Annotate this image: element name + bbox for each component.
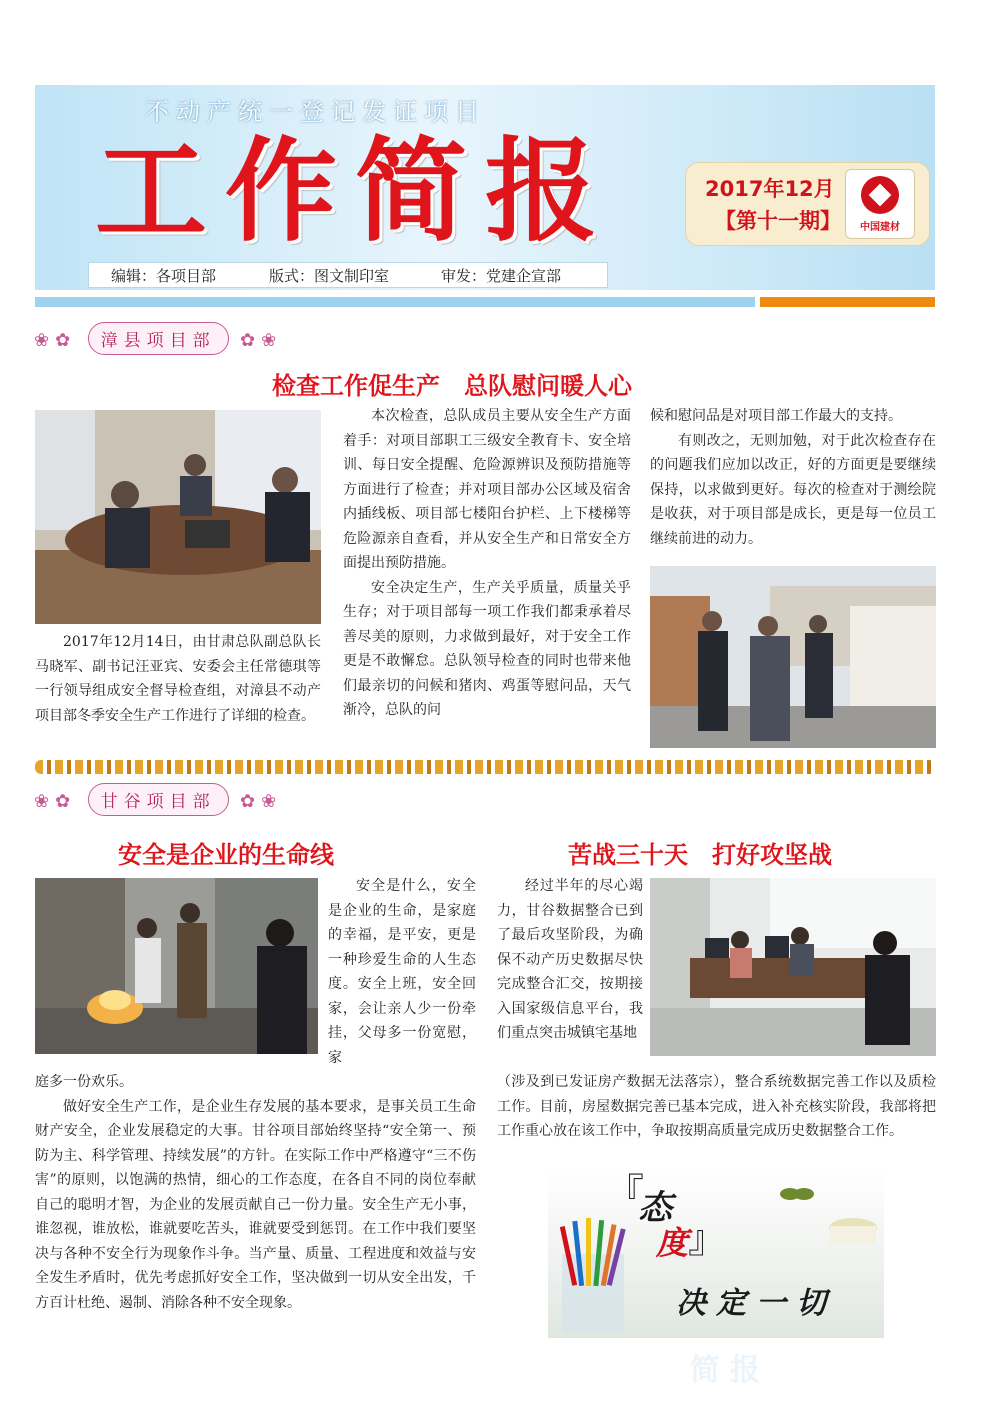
credits-bar bbox=[88, 262, 608, 288]
poster-slogan: 决定一切 bbox=[676, 1286, 836, 1321]
layout-credit: 版式：图文制印室 bbox=[269, 267, 390, 285]
butterfly-icon bbox=[780, 1188, 814, 1200]
flourish-right-icon: ✿❀ bbox=[239, 791, 283, 812]
poster-word-attitude-2: 度 bbox=[656, 1224, 689, 1262]
header-rule-orange bbox=[760, 297, 935, 307]
article-headline-battle: 苦战三十天 打好攻坚战 bbox=[568, 841, 832, 869]
review-credit: 审发：党建企宣部 bbox=[441, 267, 562, 285]
safety-intro-column: 安全是什么，安全是企业的生命，是家庭的幸福，是平安，更是一种珍爱生命的人生态度。安全上班，安全回家，会让亲人少一份牵挂，父母多一份宽慰，家 bbox=[328, 878, 476, 1066]
header-rule-blue bbox=[35, 297, 755, 307]
section1-column3: 候和慰问品是对项目部工作最大的支持。 有则改之，无则加勉，对于此次检查存在的问题我们应加以改正，好的方面更是要继续保持，以求做到更好。每次的检查对于测绘院是收获，对于项目部是成长，更是每一位员工继续前进的动力。 bbox=[650, 408, 936, 547]
editor-credit: 编辑：各项目部 bbox=[111, 267, 217, 285]
photo-inspection-meeting bbox=[35, 410, 321, 624]
section1-column1: 2017年12月14日，由甘肃总队副总队长马晓军、副书记汪亚宾、安委会主任常德琪等一行领导组成安全督导检查组，对漳县不动产项目部冬季安全生产工作进行了详细的检查。 bbox=[35, 634, 321, 724]
safety-body-column: 庭多一份欢乐。 做好安全生产工作，是企业生存发展的基本要求，是事关员工生命财产安全，企业发展稳定的大事。甘谷项目部始终坚持“安全第一、预防为主、科学管理、持续发展”的方针。在实际工作中严格遵守“三不伤害”的原则，以饱满的热情，细心的工作态度，在各自不同的岗位奉献自己的聪明才智，为企业的发展贡献自己一份力量。安全生产无小事，谁忽视，谁放松，谁就要吃苦头，谁就要受到惩罚。在工作中我们要坚决与各种不安全行为现象作斗争。当产量、质量、工程进度和效益与安全发生矛盾时，优先考虑抓好安全工作，坚决做到一切从安全出发，千方百计杜绝、遏制、消除各种不安全现象。 bbox=[35, 1074, 476, 1311]
issue-number: 【第十一期】 bbox=[715, 209, 841, 233]
pencil-cup-icon bbox=[560, 1218, 626, 1332]
article-headline-safety: 安全是企业的生命线 bbox=[118, 841, 334, 869]
page-title: 工作简报 bbox=[95, 127, 615, 257]
photo-data-office bbox=[650, 878, 936, 1056]
tea-cup-icon bbox=[829, 1218, 877, 1244]
article-headline: 检查工作促生产 总队慰问暖人心 bbox=[272, 372, 632, 400]
watermark: 简报 bbox=[690, 1353, 770, 1388]
company-logo bbox=[845, 169, 915, 239]
photo-balcony-visit bbox=[650, 566, 936, 748]
battle-body-column: （涉及到已发证房产数据无法落宗），整合系统数据完善工作以及质检工作。目前，房屋数据完善已基本完成，进入补充核实阶段，我部将把工作重心放在该工作中，争取按期高质量完成历史数据整合工作。 bbox=[497, 1074, 936, 1139]
svg-text:『: 『 bbox=[606, 1171, 645, 1215]
attitude-poster bbox=[548, 1166, 884, 1338]
logo-icon bbox=[861, 176, 899, 214]
poster-word-attitude-1: 态 bbox=[638, 1188, 672, 1228]
photo-fire-drill bbox=[35, 878, 318, 1054]
section-label-zhangxian: ❀✿ 漳县项目部 ✿❀ bbox=[34, 322, 282, 358]
svg-text:』: 』 bbox=[688, 1217, 727, 1261]
flourish-right-icon: ✿❀ bbox=[239, 330, 283, 351]
battle-intro-column: 经过半年的尽心竭力，甘谷数据整合已到了最后攻坚阶段，为确保不动产历史数据尽快完成整合汇交，按期接入国家级信息平台，我们重点突击城镇宅基地 bbox=[497, 878, 643, 1041]
section-divider bbox=[35, 760, 935, 774]
issue-date: 2017年12月 bbox=[705, 177, 835, 201]
header-subtitle: 不动产统一登记发证项目 bbox=[145, 98, 486, 126]
flourish-left-icon: ❀✿ bbox=[34, 791, 77, 812]
section1-column2: 本次检查，总队成员主要从安全生产方面着手：对项目部职工三级安全教育卡、安全培训、每日安全提醒、危险源辨识及预防措施等方面进行了检查；并对项目部办公区域及宿舍内插线板、项目部七楼阳台护栏、上下楼梯等危险源亲自查看，并从安全生产和日常安全方面提出预防措施。 安全决定生产，生产关乎质量，质量关乎生存；对于项目部每一项工作我们都秉承着尽善尽美的原则，力求做到最好，对于安全工作更是不敢懈怠。总队领导检查的同时也带来他们最亲切的问候和猪肉、鸡蛋等慰问品，天气渐冷，总队的问 bbox=[343, 408, 631, 718]
logo-text: 中国建材 bbox=[860, 222, 900, 233]
flourish-left-icon: ❀✿ bbox=[34, 330, 77, 351]
section-label-gangu: ❀✿ 甘谷项目部 ✿❀ bbox=[34, 783, 282, 819]
